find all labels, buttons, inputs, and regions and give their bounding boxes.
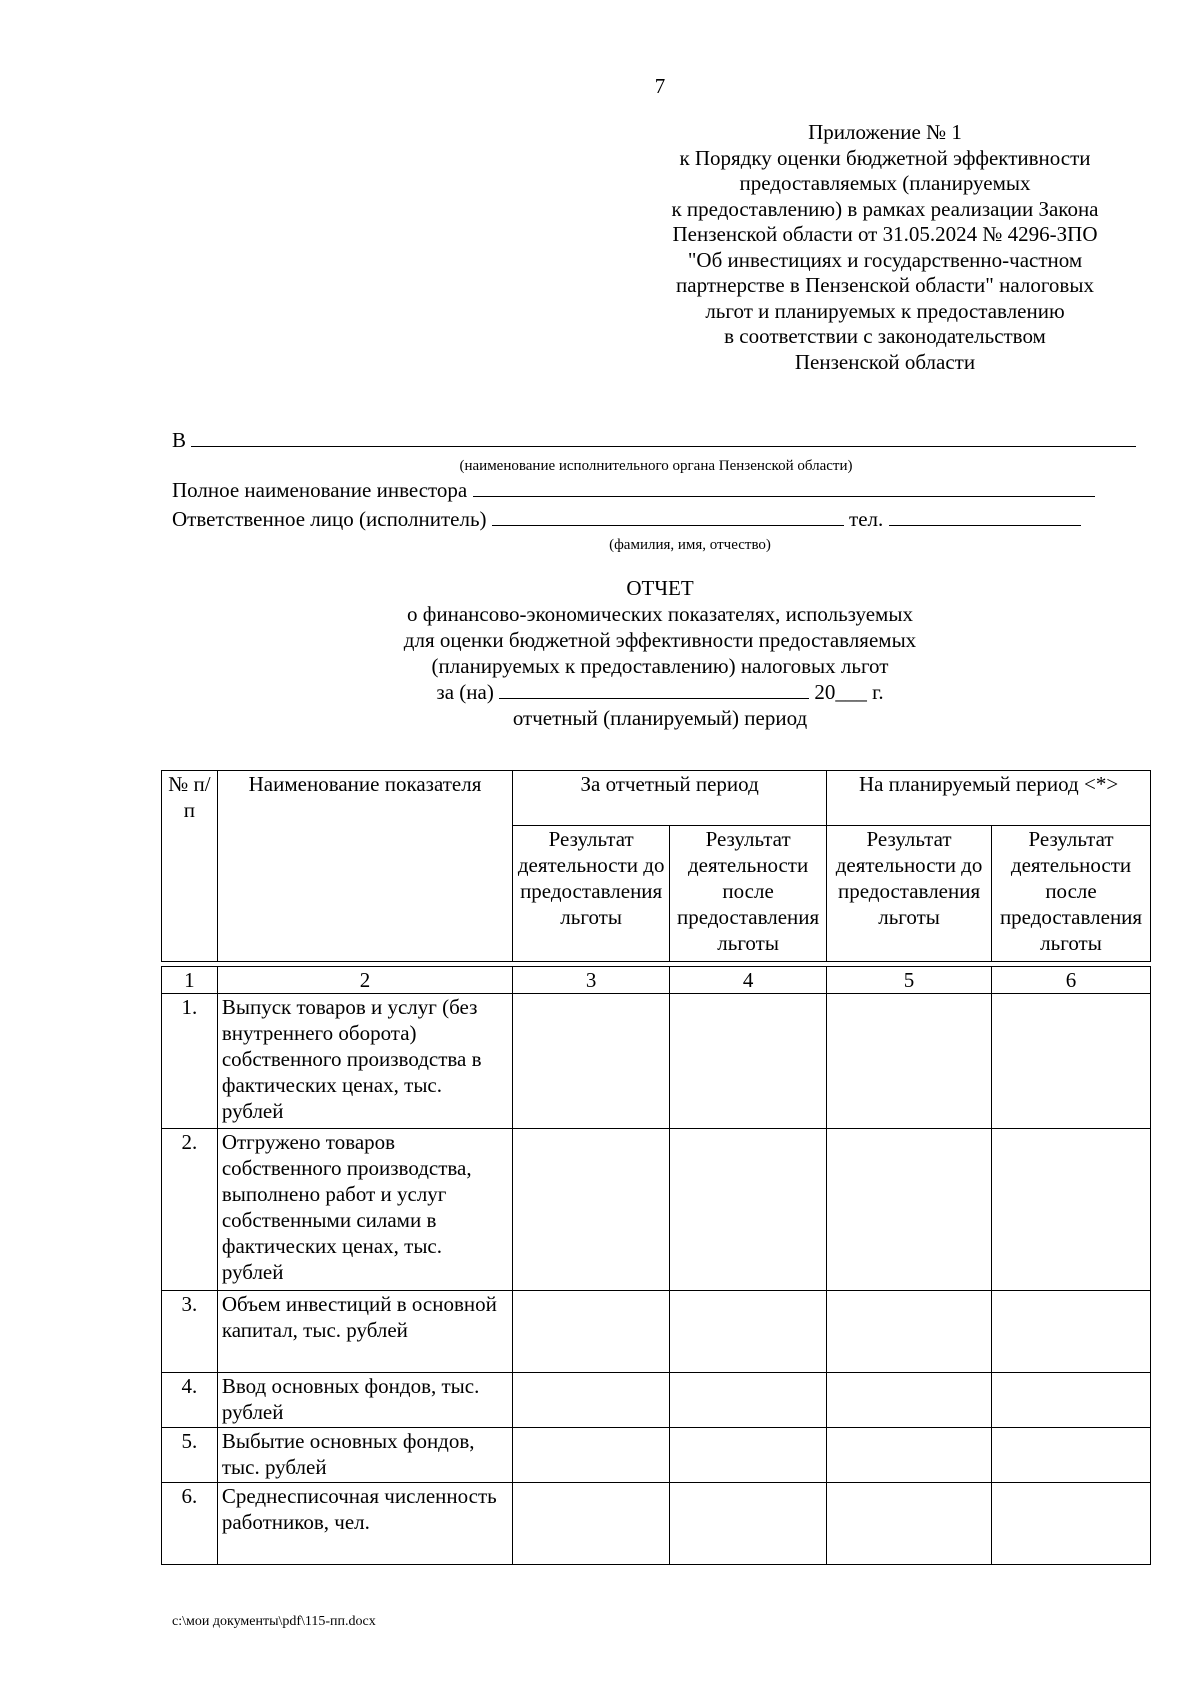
row-number: 1. [162, 994, 218, 1129]
recipient-line [172, 428, 1140, 453]
page-number: 7 [654, 74, 666, 98]
value-cell[interactable] [992, 994, 1151, 1129]
appendix-line: к Порядку оценки бюджетной эффективности [679, 145, 1091, 170]
recipient-field[interactable] [191, 428, 1136, 447]
report-subtitle-line: о финансово-экономических показателях, используемых [407, 602, 913, 626]
value-cell[interactable] [827, 1291, 992, 1373]
appendix-line: Приложение № 1 [808, 120, 962, 144]
row-number: 2. [162, 1129, 218, 1291]
row-number: 3. [162, 1291, 218, 1373]
header-planned-period: На планируемый период <*> [827, 771, 1151, 826]
report-subtitle-line: (планируемых к предоставлению) налоговых льгот [431, 654, 889, 678]
value-cell[interactable] [992, 1373, 1151, 1428]
header-reported-period: За отчетный период [513, 771, 827, 826]
value-cell[interactable] [513, 1483, 670, 1565]
column-number: 6 [992, 967, 1151, 994]
row-indicator-name: Объем инвестиций в основной капитал, тыс. рублей [217, 1291, 512, 1373]
value-cell[interactable] [670, 1129, 827, 1291]
period-caption: отчетный (планируемый) период [512, 706, 808, 730]
investor-field[interactable] [473, 478, 1095, 497]
value-cell[interactable] [992, 1291, 1151, 1373]
row-indicator-name: Отгружено товаров собственного производства, выполнено работ и услуг собственными силами в фактических ценах, тыс. рублей [217, 1129, 512, 1291]
row-indicator-name: Выпуск товаров и услуг (без внутреннего оборота) собственного производства в фактических ценах, тыс. рублей [217, 994, 512, 1129]
appendix-line: льгот и планируемых к предоставлению [705, 298, 1065, 323]
recipient-label: В [172, 428, 187, 452]
responsible-caption: (фамилия, имя, отчество) [609, 537, 771, 553]
appendix-heading [630, 120, 1140, 375]
column-number: 4 [670, 967, 827, 994]
period-field[interactable] [499, 680, 809, 699]
recipient-caption: (наименование исполнительного органа Пензенской области) [459, 458, 853, 474]
value-cell[interactable] [827, 1129, 992, 1291]
responsible-label: Ответственное лицо (исполнитель) [172, 507, 487, 531]
value-cell[interactable] [513, 1129, 670, 1291]
period-line [300, 679, 1020, 705]
row-indicator-name: Выбытие основных фондов, тыс. рублей [217, 1428, 512, 1483]
value-cell[interactable] [513, 1291, 670, 1373]
report-table [161, 770, 1151, 1565]
value-cell[interactable] [670, 1291, 827, 1373]
header-planned-before: Результат деятельности до предоставления льготы [827, 826, 992, 962]
header-reported-before: Результат деятельности до предоставления льготы [513, 826, 670, 962]
value-cell[interactable] [513, 994, 670, 1129]
investor-label: Полное наименование инвестора [172, 478, 468, 502]
table-row [162, 1428, 1151, 1483]
period-prefix: за (на) [436, 680, 494, 704]
value-cell[interactable] [827, 1373, 992, 1428]
column-number: 3 [513, 967, 670, 994]
value-cell[interactable] [827, 1428, 992, 1483]
report-title [300, 575, 1020, 731]
responsible-field[interactable] [492, 507, 844, 526]
appendix-line: в соответствии с законодательством [724, 324, 1046, 348]
table-row [162, 994, 1151, 1129]
file-path-footer: c:\мои документы\pdf\115-пп.docx [172, 1614, 376, 1629]
row-indicator-name: Среднесписочная численность работников, чел. [217, 1483, 512, 1565]
value-cell[interactable] [513, 1428, 670, 1483]
row-indicator-name: Ввод основных фондов, тыс. рублей [217, 1373, 512, 1428]
column-number: 5 [827, 967, 992, 994]
value-cell[interactable] [992, 1129, 1151, 1291]
appendix-line: к предоставлению) в рамках реализации Закона [671, 196, 1099, 221]
appendix-line: предоставляемых (планируемых [739, 171, 1031, 195]
column-number-row [162, 967, 1151, 994]
header-reported-after: Результат деятельности после предоставления льготы [670, 826, 827, 962]
appendix-line: "Об инвестициях и государственно-частном [687, 247, 1083, 272]
column-number: 1 [162, 967, 218, 994]
table-row [162, 1291, 1151, 1373]
value-cell[interactable] [992, 1483, 1151, 1565]
row-number: 5. [162, 1428, 218, 1483]
value-cell[interactable] [670, 1373, 827, 1428]
value-cell[interactable] [670, 1483, 827, 1565]
row-number: 4. [162, 1373, 218, 1428]
phone-label: тел. [849, 507, 884, 531]
appendix-line: Пензенской области от 31.05.2024 № 4296-ЗПО [672, 222, 1098, 246]
appendix-line: партнерстве в Пензенской области" налоговых [676, 273, 1094, 297]
header-planned-after: Результат деятельности после предоставления льготы [992, 826, 1151, 962]
value-cell[interactable] [827, 1483, 992, 1565]
investor-line [172, 478, 1140, 503]
header-indicator-name: Наименование показателя [217, 771, 512, 962]
header-number: № п/п [162, 771, 218, 962]
column-number: 2 [217, 967, 512, 994]
table-row [162, 1373, 1151, 1428]
phone-field[interactable] [889, 507, 1081, 526]
value-cell[interactable] [827, 994, 992, 1129]
responsible-line [172, 507, 1140, 532]
appendix-line: Пензенской области [794, 349, 976, 374]
period-year: 20___ г. [814, 680, 884, 704]
report-heading: ОТЧЕТ [626, 576, 694, 600]
value-cell[interactable] [670, 1428, 827, 1483]
report-subtitle-line: для оценки бюджетной эффективности предоставляемых [403, 628, 917, 652]
value-cell[interactable] [513, 1373, 670, 1428]
value-cell[interactable] [992, 1428, 1151, 1483]
table-row [162, 1129, 1151, 1291]
row-number: 6. [162, 1483, 218, 1565]
value-cell[interactable] [670, 994, 827, 1129]
table-row [162, 1483, 1151, 1565]
